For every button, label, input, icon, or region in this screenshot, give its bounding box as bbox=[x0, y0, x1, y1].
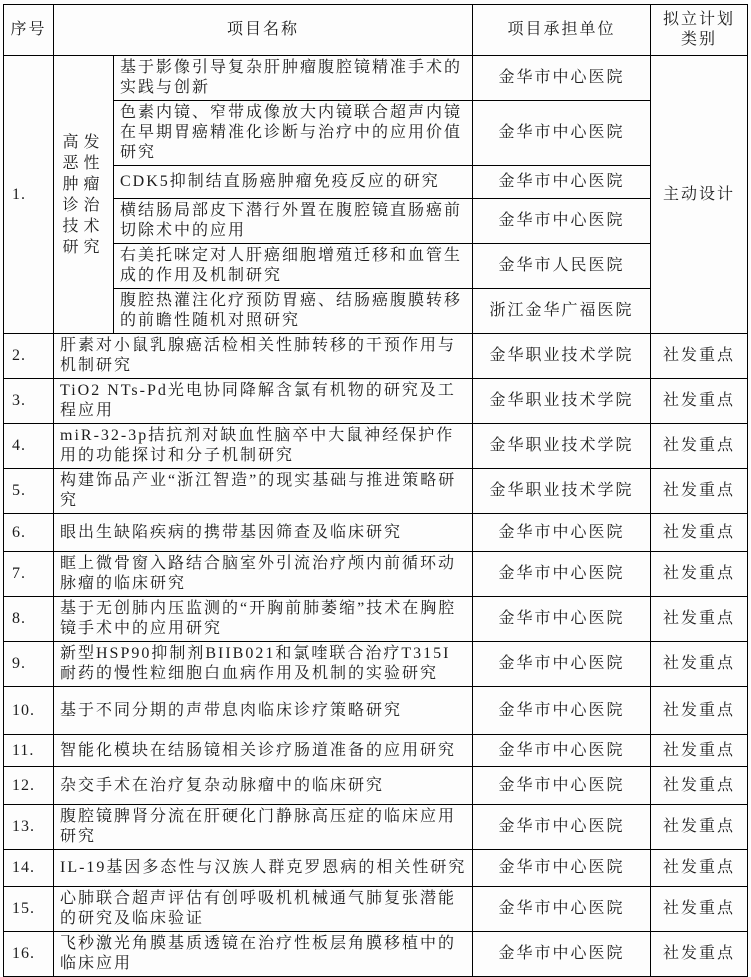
table-row bbox=[4, 379, 748, 424]
row-index-cell: 7. bbox=[4, 552, 54, 597]
unit-cell: 金华市中心医院 bbox=[473, 805, 651, 850]
project-name-cell: CDK5抑制结直肠癌肿瘤免疫反应的研究 bbox=[114, 166, 473, 199]
project-name-cell: 右美托咪定对人肝癌细胞增殖迁移和血管生成的作用及机制研究 bbox=[114, 244, 473, 289]
unit-cell: 金华职业技术学院 bbox=[473, 469, 651, 514]
group-sub-row bbox=[4, 289, 748, 334]
project-name-cell: 腹腔镜脾肾分流在肝硬化门静脉高压症的临床应用研究 bbox=[54, 805, 473, 850]
category-cell: 社发重点 bbox=[651, 932, 748, 977]
unit-cell: 金华市中心医院 bbox=[473, 850, 651, 887]
category-cell: 主动设计 bbox=[651, 56, 748, 334]
project-name-cell: 眼出生缺陷疾病的携带基因筛查及临床研究 bbox=[54, 514, 473, 552]
group-sub-row bbox=[4, 101, 748, 166]
table-body bbox=[4, 56, 748, 977]
unit-cell: 金华市中心医院 bbox=[473, 642, 651, 687]
project-name-cell: 基于不同分期的声带息肉临床诊疗策略研究 bbox=[54, 687, 473, 735]
table-header-row bbox=[4, 5, 748, 56]
table-row bbox=[4, 887, 748, 932]
row-index-cell: 9. bbox=[4, 642, 54, 687]
category-cell: 社发重点 bbox=[651, 597, 748, 642]
table-header bbox=[4, 5, 748, 56]
project-name-cell: 心肺联合超声评估有创呼吸机机械通气肺复张潜能的研究及临床验证 bbox=[54, 887, 473, 932]
category-cell: 社发重点 bbox=[651, 334, 748, 379]
category-cell: 社发重点 bbox=[651, 642, 748, 687]
project-name-cell: 智能化模块在结肠镜相关诊疗肠道准备的应用研究 bbox=[54, 735, 473, 767]
table-row bbox=[4, 932, 748, 977]
unit-cell: 金华市中心医院 bbox=[473, 735, 651, 767]
group-sub-row bbox=[4, 166, 748, 199]
category-cell: 社发重点 bbox=[651, 735, 748, 767]
unit-cell: 金华市中心医院 bbox=[473, 101, 651, 166]
category-cell: 社发重点 bbox=[651, 469, 748, 514]
category-cell: 社发重点 bbox=[651, 514, 748, 552]
table-row bbox=[4, 735, 748, 767]
project-name-cell: IL-19基因多态性与汉族人群克罗恩病的相关性研究 bbox=[54, 850, 473, 887]
unit-cell: 金华职业技术学院 bbox=[473, 379, 651, 424]
row-index-cell: 8. bbox=[4, 597, 54, 642]
row-index-cell: 3. bbox=[4, 379, 54, 424]
unit-cell: 金华市中心医院 bbox=[473, 597, 651, 642]
unit-cell: 金华市中心医院 bbox=[473, 514, 651, 552]
row-index-cell: 10. bbox=[4, 687, 54, 735]
row-index-cell: 15. bbox=[4, 887, 54, 932]
unit-cell: 金华市中心医院 bbox=[473, 56, 651, 101]
category-cell: 社发重点 bbox=[651, 379, 748, 424]
project-name-cell: 新型HSP90抑制剂BIIB021和氯喹联合治疗T315I耐药的慢性粒细胞白血病作用及机制的实验研究 bbox=[54, 642, 473, 687]
row-index-cell: 11. bbox=[4, 735, 54, 767]
header-category: 拟立计划类别 bbox=[651, 5, 748, 56]
table-row bbox=[4, 687, 748, 735]
project-name-cell: TiO2 NTs-Pd光电协同降解含氯有机物的研究及工程应用 bbox=[54, 379, 473, 424]
group-sub-row bbox=[4, 56, 748, 101]
project-name-cell: 基于影像引导复杂肝肿瘤腹腔镜精准手术的实践与创新 bbox=[114, 56, 473, 101]
unit-cell: 金华市人民医院 bbox=[473, 244, 651, 289]
row-index-cell: 16. bbox=[4, 932, 54, 977]
row-index-cell: 2. bbox=[4, 334, 54, 379]
projects-table bbox=[3, 4, 748, 977]
table-row bbox=[4, 805, 748, 850]
project-name-cell: miR-32-3p拮抗剂对缺血性脑卒中大鼠神经保护作用的功能探讨和分子机制研究 bbox=[54, 424, 473, 469]
project-name-cell: 飞秒激光角膜基质透镜在治疗性板层角膜移植中的临床应用 bbox=[54, 932, 473, 977]
table-row bbox=[4, 469, 748, 514]
table-row bbox=[4, 514, 748, 552]
table-row bbox=[4, 334, 748, 379]
group-sub-row bbox=[4, 244, 748, 289]
unit-cell: 金华市中心医院 bbox=[473, 767, 651, 805]
unit-cell: 浙江金华广福医院 bbox=[473, 289, 651, 334]
unit-cell: 金华市中心医院 bbox=[473, 552, 651, 597]
project-name-cell: 色素内镜、窄带成像放大内镜联合超声内镜在早期胃癌精准化诊断与治疗中的应用价值研究 bbox=[114, 101, 473, 166]
project-name-cell: 构建饰品产业“浙江智造”的现实基础与推进策略研究 bbox=[54, 469, 473, 514]
table-row bbox=[4, 424, 748, 469]
project-name-cell: 基于无创肺内压监测的“开胸前肺萎缩”技术在胸腔镜手术中的应用研究 bbox=[54, 597, 473, 642]
table-row bbox=[4, 850, 748, 887]
unit-cell: 金华市中心医院 bbox=[473, 932, 651, 977]
project-name-cell: 杂交手术在治疗复杂动脉瘤中的临床研究 bbox=[54, 767, 473, 805]
project-name-cell: 眶上微骨窗入路结合脑室外引流治疗颅内前循环动脉瘤的临床研究 bbox=[54, 552, 473, 597]
category-cell: 社发重点 bbox=[651, 687, 748, 735]
category-cell: 社发重点 bbox=[651, 552, 748, 597]
group-sub-row bbox=[4, 199, 748, 244]
category-cell: 社发重点 bbox=[651, 424, 748, 469]
row-index-cell: 13. bbox=[4, 805, 54, 850]
group-name-cell bbox=[54, 56, 114, 334]
table-row bbox=[4, 642, 748, 687]
unit-cell: 金华职业技术学院 bbox=[473, 334, 651, 379]
header-unit: 项目承担单位 bbox=[473, 5, 651, 56]
row-index-cell: 5. bbox=[4, 469, 54, 514]
row-index-cell: 14. bbox=[4, 850, 54, 887]
unit-cell: 金华市中心医院 bbox=[473, 887, 651, 932]
unit-cell: 金华市中心医院 bbox=[473, 687, 651, 735]
project-name-cell: 腹腔热灌注化疗预防胃癌、结肠癌腹膜转移的前瞻性随机对照研究 bbox=[114, 289, 473, 334]
header-index: 序号 bbox=[4, 5, 54, 56]
table-row bbox=[4, 767, 748, 805]
table-row bbox=[4, 552, 748, 597]
group-name-text: 高发恶性肿瘤诊治技术研究 bbox=[62, 133, 105, 256]
category-cell: 社发重点 bbox=[651, 805, 748, 850]
project-name-cell: 肝素对小鼠乳腺癌活检相关性肺转移的干预作用与机制研究 bbox=[54, 334, 473, 379]
unit-cell: 金华职业技术学院 bbox=[473, 424, 651, 469]
category-cell: 社发重点 bbox=[651, 850, 748, 887]
category-cell: 社发重点 bbox=[651, 887, 748, 932]
document-page bbox=[3, 4, 748, 977]
row-index-cell: 1. bbox=[4, 56, 54, 334]
unit-cell: 金华市中心医院 bbox=[473, 199, 651, 244]
header-project-name: 项目名称 bbox=[54, 5, 473, 56]
row-index-cell: 4. bbox=[4, 424, 54, 469]
table-row bbox=[4, 597, 748, 642]
unit-cell: 金华市中心医院 bbox=[473, 166, 651, 199]
project-name-cell: 横结肠局部皮下潜行外置在腹腔镜直肠癌前切除术中的应用 bbox=[114, 199, 473, 244]
row-index-cell: 12. bbox=[4, 767, 54, 805]
row-index-cell: 6. bbox=[4, 514, 54, 552]
category-cell: 社发重点 bbox=[651, 767, 748, 805]
